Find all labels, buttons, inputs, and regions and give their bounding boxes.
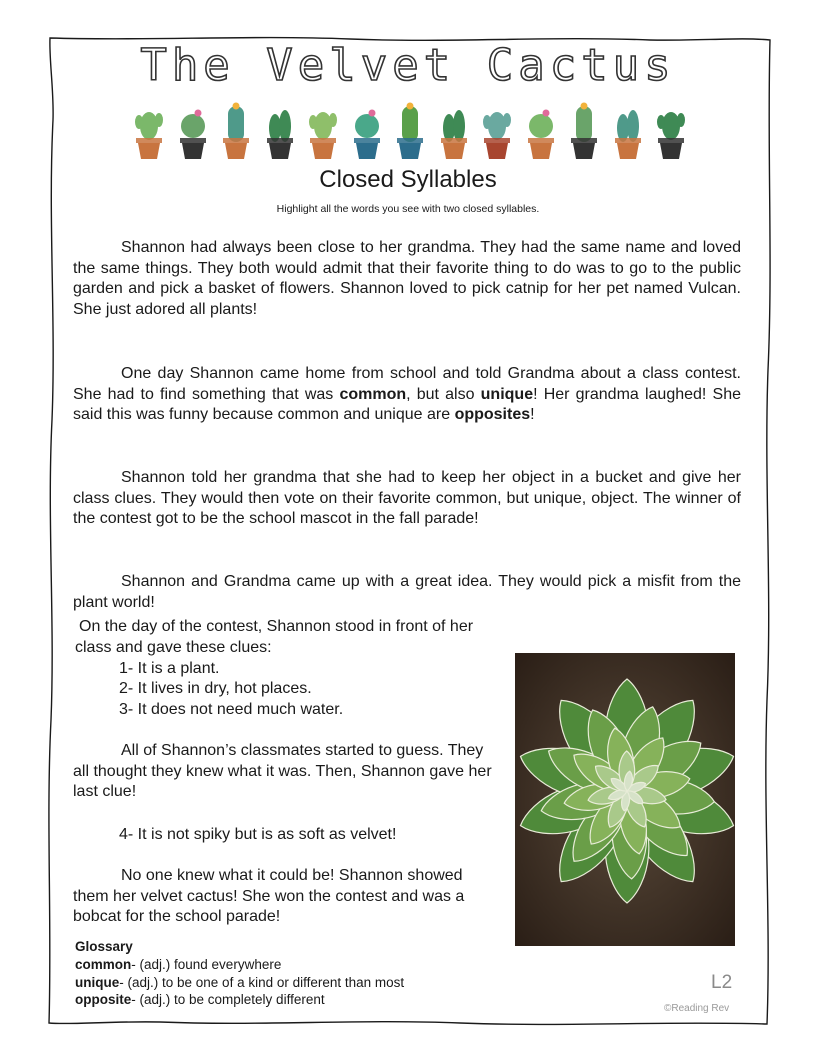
cactus-icon [174,98,212,160]
vocab-word: common [339,385,407,403]
copyright: ©Reading Rev [664,1003,730,1014]
cactus-icon [609,98,647,160]
glossary-term: opposite [75,992,132,1008]
glossary-definition: - (adj.) to be one of a kind or different than most [119,974,405,990]
cactus-icon [304,98,342,160]
velvet-cactus-photo [515,653,735,946]
worksheet-subtitle: Closed Syllables [319,166,497,193]
cactus-icon [348,98,386,160]
instruction-text: Highlight all the words you see with two closed syllables. [276,203,540,215]
glossary-item [75,956,404,974]
cactus-icon [261,98,299,160]
text-run: ! [530,406,535,424]
glossary-term: common [75,956,132,972]
clue-item: 1- It is a plant. [119,660,220,677]
cactus-icon [522,98,560,160]
story-paragraph-7: No one knew what it could be! Shannon showed them her velvet cactus! She won the contest and was a bobcat for the school parade! [73,867,465,926]
story-paragraph-3: Shannon told her grandma that she had to keep her object in a bucket and give her class clues. They would then vote on their favorite common, but unique, object. The winner of the contest got to be the school mascot in the fall parade! [73,469,741,528]
glossary [75,938,404,1009]
glossary-term: unique [75,974,120,990]
worksheet-title: The Velvet Cactus [140,40,676,91]
story-paragraph-2 [73,364,741,426]
story-paragraph-6: All of Shannon’s classmates started to guess. They all thought they knew what it was. Then, Shannon gave her last clue! [73,742,492,801]
vocab-word: opposites [454,406,531,424]
clue-item: 3- It does not need much water. [119,701,344,718]
clue-item: 2- It lives in dry, hot places. [119,680,312,697]
reading-level: L2 [711,972,733,993]
cactus-icon [391,98,429,160]
cactus-icon [130,98,168,160]
glossary-item [75,991,404,1009]
glossary-item [75,974,404,992]
glossary-heading: Glossary [75,939,133,954]
text-run: ! Her grandma laughed! She said this was funny because common and unique are [73,385,741,424]
cactus-icon [565,98,603,160]
cactus-decoration-row [130,96,690,160]
story-paragraph-4: Shannon and Grandma came up with a great idea. They would pick a misfit from the plant world! [73,573,741,611]
cactus-icon [435,98,473,160]
text-run: , but also [406,385,481,403]
text-run: One day Shannon came home from school and told Grandma about a class contest. She had to find something that was [73,365,741,403]
clue-item-4: 4- It is not spiky but is as soft as velvet! [119,826,397,843]
story-paragraph-5: On the day of the contest, Shannon stood in front of her class and gave these clues: [75,618,474,656]
cactus-icon [478,98,516,160]
vocab-word: unique [480,385,534,403]
glossary-definition: - (adj.) found everywhere [131,956,282,972]
cactus-icon [217,98,255,160]
glossary-definition: - (adj.) to be completely different [131,992,325,1008]
story-paragraph-1: Shannon had always been close to her grandma. They had the same name and loved the same things. They both would admit that their favorite thing to do was to go to the public garden and pick a basket of flowers. Shannon loved to pick catnip for her pet named Vulcan. She just adored all plants! [73,239,741,318]
cactus-icon [652,98,690,160]
